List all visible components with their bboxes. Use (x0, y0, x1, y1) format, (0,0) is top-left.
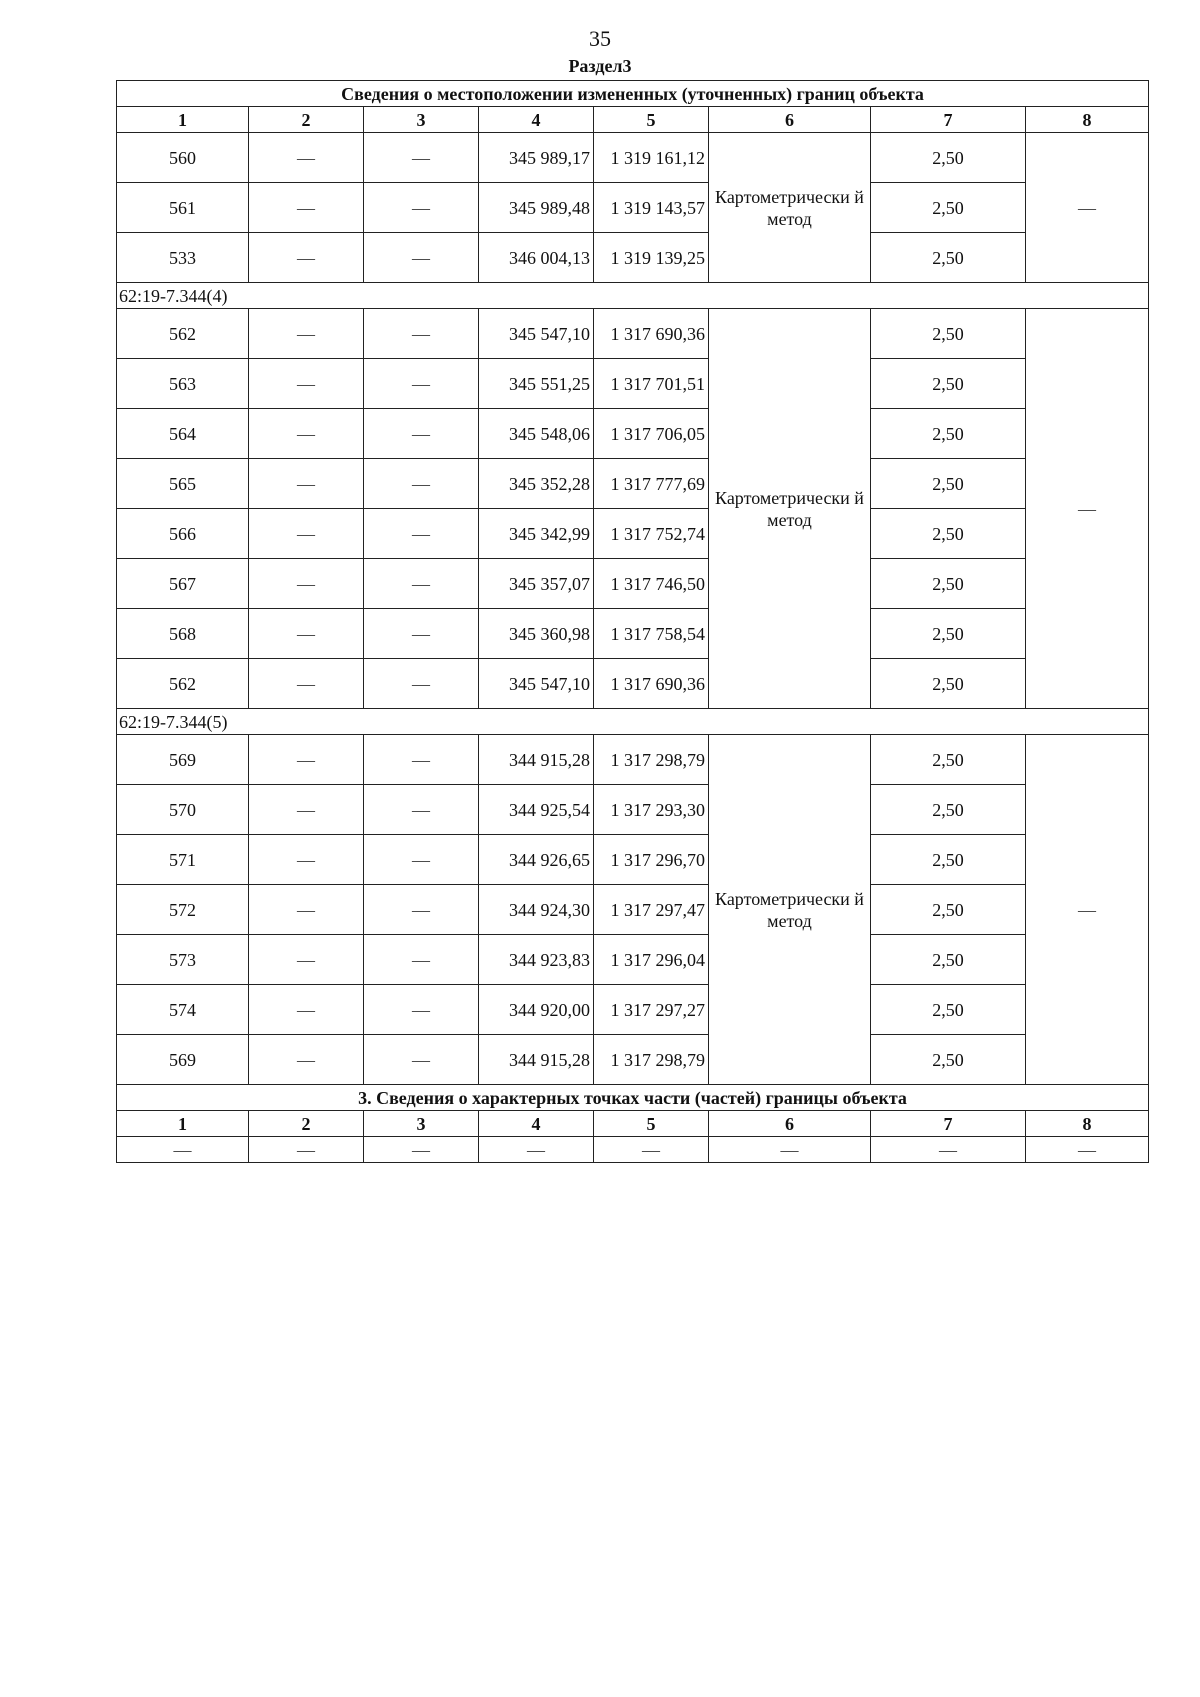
table-row (117, 359, 1149, 409)
column-header: 3 (364, 107, 479, 133)
accuracy-value: 2,50 (871, 183, 1026, 233)
empty-value: — (249, 1137, 364, 1163)
column-3-value: — (364, 735, 479, 785)
table-row (117, 309, 1149, 359)
column-2-value: — (249, 659, 364, 709)
table-row (117, 559, 1149, 609)
table-row (117, 133, 1149, 183)
column-3-value: — (364, 233, 479, 283)
method-cell: Картометрически й метод (709, 735, 871, 1085)
point-number: 565 (117, 459, 249, 509)
table-row (117, 233, 1149, 283)
point-number: 562 (117, 309, 249, 359)
column-2-value: — (249, 735, 364, 785)
column-2-value: — (249, 559, 364, 609)
x-coordinate: 344 915,28 (479, 1035, 594, 1085)
x-coordinate: 344 926,65 (479, 835, 594, 885)
y-coordinate: 1 319 139,25 (594, 233, 709, 283)
column-2-value: — (249, 985, 364, 1035)
accuracy-value: 2,50 (871, 609, 1026, 659)
y-coordinate: 1 319 143,57 (594, 183, 709, 233)
group-label: 62:19-7.344(4) (117, 283, 1149, 309)
accuracy-value: 2,50 (871, 133, 1026, 183)
column-3-value: — (364, 559, 479, 609)
table-row (117, 785, 1149, 835)
column-header: 3 (364, 1111, 479, 1137)
y-coordinate: 1 317 777,69 (594, 459, 709, 509)
point-number: 574 (117, 985, 249, 1035)
y-coordinate: 1 317 297,47 (594, 885, 709, 935)
empty-value: — (479, 1137, 594, 1163)
y-coordinate: 1 317 690,36 (594, 659, 709, 709)
x-coordinate: 344 923,83 (479, 935, 594, 985)
group-label-row (117, 709, 1149, 735)
x-coordinate: 345 357,07 (479, 559, 594, 609)
x-coordinate: 344 920,00 (479, 985, 594, 1035)
y-coordinate: 1 317 746,50 (594, 559, 709, 609)
point-number: 560 (117, 133, 249, 183)
y-coordinate: 1 317 706,05 (594, 409, 709, 459)
table-row (117, 835, 1149, 885)
table-row (117, 459, 1149, 509)
column-8-value: — (1026, 309, 1149, 709)
x-coordinate: 344 924,30 (479, 885, 594, 935)
empty-value: — (1026, 1137, 1149, 1163)
table-row (117, 885, 1149, 935)
table-title: Сведения о местоположении измененных (уточненных) границ объекта (117, 81, 1149, 107)
column-3-value: — (364, 1035, 479, 1085)
method-cell: Картометрически й метод (709, 309, 871, 709)
accuracy-value: 2,50 (871, 559, 1026, 609)
group-label: 62:19-7.344(5) (117, 709, 1149, 735)
y-coordinate: 1 317 758,54 (594, 609, 709, 659)
column-2-value: — (249, 133, 364, 183)
table-row (117, 659, 1149, 709)
table-row (117, 183, 1149, 233)
accuracy-value: 2,50 (871, 309, 1026, 359)
column-header: 6 (709, 107, 871, 133)
empty-value: — (117, 1137, 249, 1163)
table2-header-row (117, 1111, 1149, 1137)
accuracy-value: 2,50 (871, 659, 1026, 709)
accuracy-value: 2,50 (871, 409, 1026, 459)
column-2-value: — (249, 935, 364, 985)
column-8-value: — (1026, 735, 1149, 1085)
table2-empty-row (117, 1137, 1149, 1163)
column-3-value: — (364, 133, 479, 183)
y-coordinate: 1 317 293,30 (594, 785, 709, 835)
column-header: 4 (479, 107, 594, 133)
column-3-value: — (364, 885, 479, 935)
accuracy-value: 2,50 (871, 359, 1026, 409)
column-3-value: — (364, 935, 479, 985)
table-row (117, 1035, 1149, 1085)
x-coordinate: 345 352,28 (479, 459, 594, 509)
column-header: 1 (117, 1111, 249, 1137)
point-number: 569 (117, 1035, 249, 1085)
point-number: 573 (117, 935, 249, 985)
column-header: 5 (594, 1111, 709, 1137)
column-header: 8 (1026, 1111, 1149, 1137)
point-number: 572 (117, 885, 249, 935)
x-coordinate: 345 548,06 (479, 409, 594, 459)
point-number: 568 (117, 609, 249, 659)
column-3-value: — (364, 835, 479, 885)
point-number: 561 (117, 183, 249, 233)
y-coordinate: 1 317 296,04 (594, 935, 709, 985)
table2-title: 3. Сведения о характерных точках части (частей) границы объекта (117, 1085, 1149, 1111)
column-3-value: — (364, 459, 479, 509)
page-number: 35 (589, 26, 611, 51)
y-coordinate: 1 317 690,36 (594, 309, 709, 359)
column-header: 2 (249, 1111, 364, 1137)
x-coordinate: 346 004,13 (479, 233, 594, 283)
accuracy-value: 2,50 (871, 459, 1026, 509)
column-header: 1 (117, 107, 249, 133)
x-coordinate: 345 989,17 (479, 133, 594, 183)
point-number: 564 (117, 409, 249, 459)
boundary-table (116, 80, 1149, 1163)
table2-title-row (117, 1085, 1149, 1111)
column-header: 2 (249, 107, 364, 133)
method-cell: Картометрически й метод (709, 133, 871, 283)
point-number: 569 (117, 735, 249, 785)
empty-value: — (709, 1137, 871, 1163)
column-3-value: — (364, 659, 479, 709)
x-coordinate: 345 547,10 (479, 309, 594, 359)
column-3-value: — (364, 309, 479, 359)
table-row (117, 735, 1149, 785)
column-header-row (117, 107, 1149, 133)
y-coordinate: 1 317 298,79 (594, 735, 709, 785)
column-2-value: — (249, 785, 364, 835)
column-2-value: — (249, 183, 364, 233)
column-header: 5 (594, 107, 709, 133)
x-coordinate: 344 925,54 (479, 785, 594, 835)
x-coordinate: 345 342,99 (479, 509, 594, 559)
column-2-value: — (249, 359, 364, 409)
column-2-value: — (249, 409, 364, 459)
column-header: 4 (479, 1111, 594, 1137)
column-2-value: — (249, 233, 364, 283)
empty-value: — (594, 1137, 709, 1163)
table-title-row (117, 81, 1149, 107)
accuracy-value: 2,50 (871, 509, 1026, 559)
accuracy-value: 2,50 (871, 885, 1026, 935)
column-2-value: — (249, 459, 364, 509)
y-coordinate: 1 317 297,27 (594, 985, 709, 1035)
point-number: 566 (117, 509, 249, 559)
table-row (117, 985, 1149, 1035)
column-2-value: — (249, 835, 364, 885)
point-number: 562 (117, 659, 249, 709)
accuracy-value: 2,50 (871, 835, 1026, 885)
column-2-value: — (249, 609, 364, 659)
column-3-value: — (364, 785, 479, 835)
x-coordinate: 344 915,28 (479, 735, 594, 785)
table-row (117, 409, 1149, 459)
empty-value: — (871, 1137, 1026, 1163)
column-3-value: — (364, 985, 479, 1035)
accuracy-value: 2,50 (871, 1035, 1026, 1085)
accuracy-value: 2,50 (871, 233, 1026, 283)
point-number: 563 (117, 359, 249, 409)
column-header: 7 (871, 107, 1026, 133)
x-coordinate: 345 989,48 (479, 183, 594, 233)
column-3-value: — (364, 509, 479, 559)
table-row (117, 609, 1149, 659)
table-row (117, 935, 1149, 985)
accuracy-value: 2,50 (871, 785, 1026, 835)
column-header: 8 (1026, 107, 1149, 133)
column-header: 7 (871, 1111, 1026, 1137)
column-8-value: — (1026, 133, 1149, 283)
point-number: 533 (117, 233, 249, 283)
column-2-value: — (249, 1035, 364, 1085)
column-2-value: — (249, 509, 364, 559)
point-number: 567 (117, 559, 249, 609)
point-number: 570 (117, 785, 249, 835)
column-header: 6 (709, 1111, 871, 1137)
column-3-value: — (364, 183, 479, 233)
y-coordinate: 1 317 298,79 (594, 1035, 709, 1085)
table-row (117, 509, 1149, 559)
y-coordinate: 1 317 296,70 (594, 835, 709, 885)
accuracy-value: 2,50 (871, 935, 1026, 985)
x-coordinate: 345 547,10 (479, 659, 594, 709)
y-coordinate: 1 317 752,74 (594, 509, 709, 559)
accuracy-value: 2,50 (871, 985, 1026, 1035)
column-2-value: — (249, 309, 364, 359)
accuracy-value: 2,50 (871, 735, 1026, 785)
group-label-row (117, 283, 1149, 309)
x-coordinate: 345 551,25 (479, 359, 594, 409)
x-coordinate: 345 360,98 (479, 609, 594, 659)
y-coordinate: 1 317 701,51 (594, 359, 709, 409)
column-3-value: — (364, 409, 479, 459)
table-body (117, 81, 1149, 1163)
column-2-value: — (249, 885, 364, 935)
point-number: 571 (117, 835, 249, 885)
column-3-value: — (364, 359, 479, 409)
section-title: Раздел3 (568, 56, 632, 76)
y-coordinate: 1 319 161,12 (594, 133, 709, 183)
empty-value: — (364, 1137, 479, 1163)
column-3-value: — (364, 609, 479, 659)
